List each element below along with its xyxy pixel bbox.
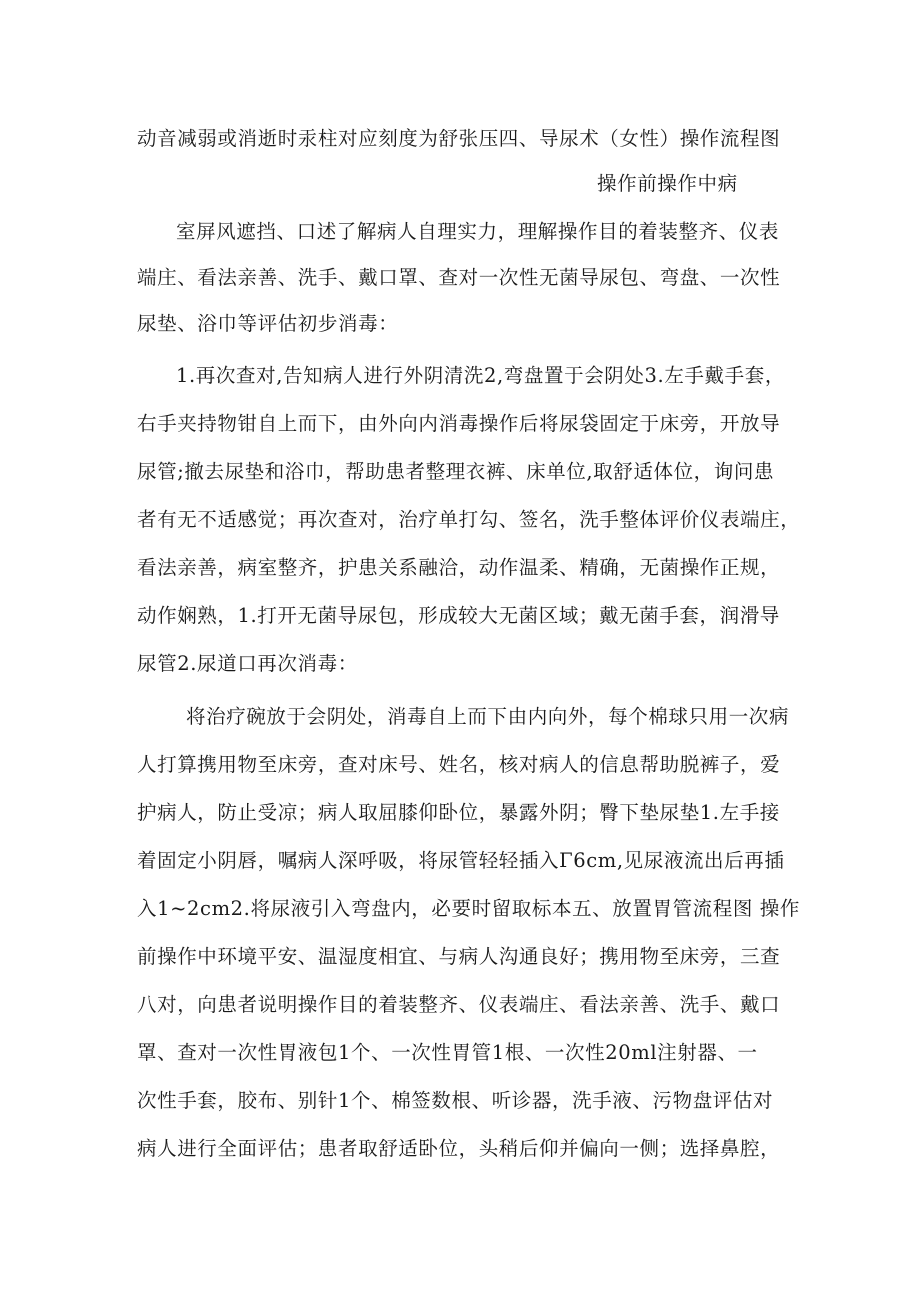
text-line: 次性手套，胶布、别针1个、棉签数根、听诊器，洗手液、污物盘评估对 (137, 1089, 774, 1112)
text-line: 病人进行全面评估；患者取舒适卧位，头稍后仰并偏向一侧；选择鼻腔， (137, 1137, 781, 1160)
text-line: 动作娴熟，1.打开无菌导尿包，形成较大无菌区域；戴无菌手套，润滑导 (137, 604, 780, 627)
text-line: 护病人，防止受凉；病人取屈膝仰卧位，暴露外阴；臀下垫尿垫1.左手接 (137, 801, 780, 824)
text-line: 室屏风遮挡、口述了解病人自理实力，理解操作目的着装整齐、仪表 (176, 220, 780, 243)
text-line: 尿管;撤去尿垫和浴巾，帮助患者整理衣裤、床单位,取舒适体位，询问患 (137, 460, 775, 483)
text-line: 尿管2.尿道口再次消毒： (137, 652, 358, 675)
text-line: 1.再次查对,告知病人进行外阴清洗2,弯盘置于会阴处3.左手戴手套， (176, 364, 785, 387)
text-line: 将治疗碗放于会阴处，消毒自上而下由内向外，每个棉球只用一次病 (186, 705, 790, 728)
text-line: 前操作中环境平安、温湿度相宜、与病人沟通良好；携用物至床旁，三查 (137, 945, 781, 968)
text-line: 操作前操作中病 (597, 172, 738, 195)
text-line: 八对，向患者说明操作目的着装整齐、仪表端庄、看法亲善、洗手、戴口 (137, 993, 781, 1016)
text-line: 罩、查对一次性胃液包1个、一次性胃管1根、一次性20ml注射器、一 (137, 1041, 758, 1064)
text-line: 右手夹持物钳自上而下，由外向内消毒操作后将尿袋固定于床旁，开放导 (137, 412, 781, 435)
text-line: 端庄、看法亲善、洗手、戴口罩、查对一次性无菌导尿包、弯盘、一次性 (137, 266, 781, 289)
text-line: 尿垫、浴巾等评估初步消毒： (137, 312, 399, 335)
text-line: 者有无不适感觉；再次查对，治疗单打勾、签名，洗手整体评价仪表端庄， (137, 508, 801, 531)
text-line: 入1~2cm2.将尿液引入弯盘内，必要时留取标本五、放置胃管流程图 操作 (137, 897, 800, 920)
text-line: 看法亲善，病室整齐，护患关系融洽，动作温柔、精确，无菌操作正规， (137, 556, 781, 579)
text-line: 人打算携用物至床旁，查对床号、姓名，核对病人的信息帮助脱裤子，爱 (137, 753, 781, 776)
text-line: 动音减弱或消逝时汞柱对应刻度为舒张压四、导尿术（女性）操作流程图 (137, 127, 781, 150)
text-line: 着固定小阴唇，嘱病人深呼吸，将尿管轻轻插入Γ6cm,见尿液流出后再插 (137, 849, 785, 872)
